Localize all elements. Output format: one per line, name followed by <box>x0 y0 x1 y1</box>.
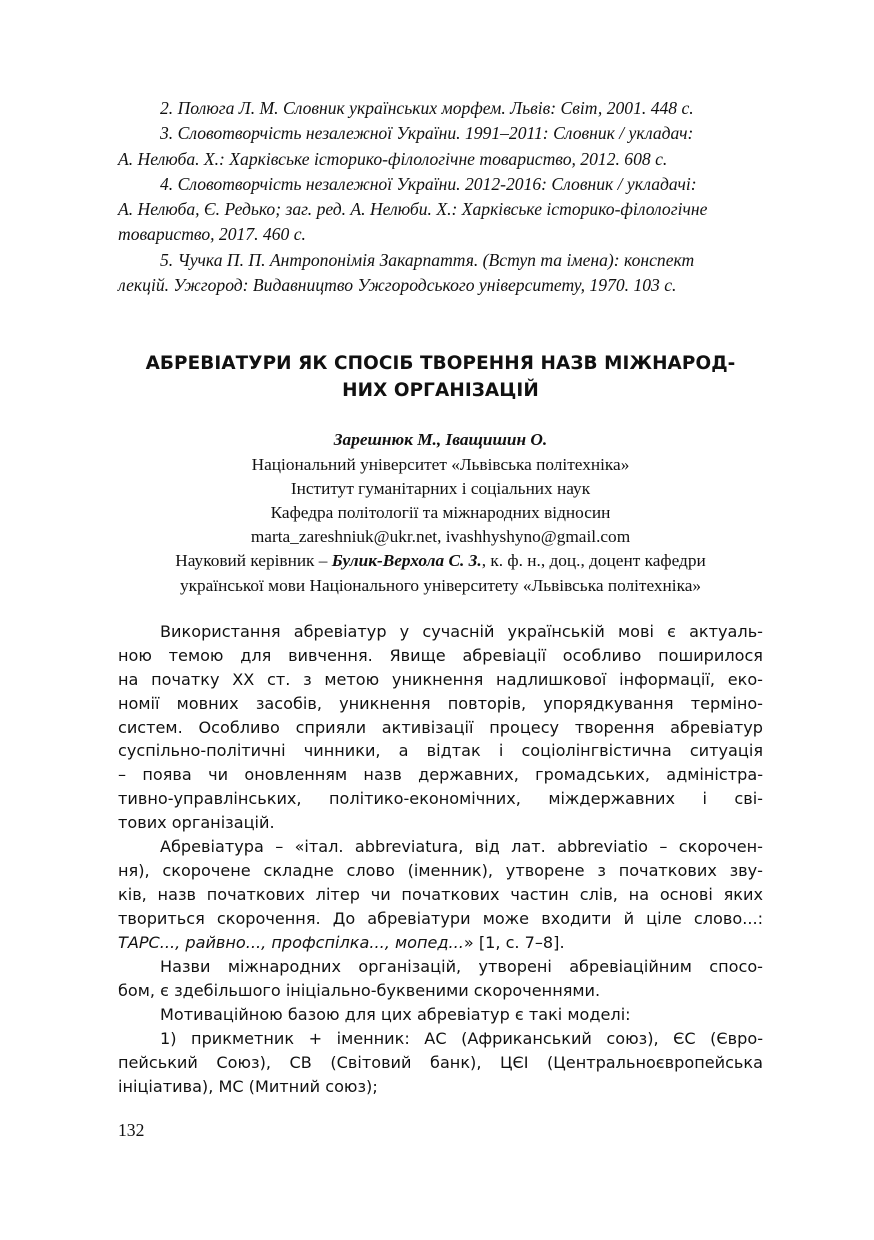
institute: Інститут гуманітарних і соціальних наук <box>290 478 591 498</box>
author-emails: marta_zareshniuk@ukr.net, ivashhyshyno@gmail.com <box>250 527 631 547</box>
reference-item: 5. Чучка П. П. Антропонімія Закарпаття. (Вступ та імена): конспект лекцій. Ужгород: Видавництво Ужгородського університету, 1970. 103 с. <box>118 249 695 296</box>
article-title-line: АБРЕВІАТУРИ ЯК СПОСІБ ТВОРЕННЯ НАЗВ МІЖНАРОД- <box>145 353 736 375</box>
author-affiliation <box>118 428 763 597</box>
authors: Зарешнюк М., Іващишин О. <box>333 430 548 450</box>
paragraph: 1) прикметник + іменник: АС (Африканський союз), ЄС (Євро- пейський Союз), СВ (Світовий банк), ЦЄІ (Центральноєвропейська ініціатива), МС (Митний союз); <box>118 1028 763 1096</box>
reference-item: 3. Словотворчість незалежної України. 1991–2011: Словник / укладач: А. Нелюба. Х.: Харківське історико-філологічне товариство, 2012. 608 с. <box>118 123 694 169</box>
department: Кафедра політології та міжнародних відносин <box>270 502 611 522</box>
reference-item: 4. Словотворчість незалежної України. 2012-2016: Словник / укладачі: А. Нелюба, Є. Редько; заг. ред. А. Нелюби. Х.: Харківське історико-філологічне товариство, 2017. 460 с. <box>118 173 708 245</box>
article-title-line: НИХ ОРГАНІЗАЦІЙ <box>342 380 539 402</box>
paragraph: Використання абревіатур у сучасній українській мові є актуаль- ною темою для вивчення. Явище абревіації особливо поширилося на початку ХХ ст. з метою уникнення надлишкової інформації, еко- номії мовних засобів, уникнення повторів, упорядкування терміно- систем. Особливо сприяли активізації процесу творення абревіатур суспільно-політичні чинники, а відтак і соціолінгвістична ситуація – поява чи оновленням назв державних, громадських, адміністра- тивно-управлінських, політико-економічних, міждержавних і сві- тових організацій. <box>118 621 763 833</box>
paragraph: Назви міжнародних організацій, утворені абревіаційним спосо- бом, є здебільшого ініціально-буквеними скороченнями. <box>118 956 763 1000</box>
reference-list <box>118 96 763 298</box>
supervisor-name: Булик-Верхола С. З. <box>331 551 482 571</box>
article-title <box>126 350 755 404</box>
page-number: 132 <box>118 1120 145 1140</box>
reference-item: 2. Полюга Л. М. Словник українських морфем. Львів: Світ, 2001. 448 с. <box>160 98 694 118</box>
supervisor-affiliation: української мови Національного університету «Львівська політехніка» <box>179 575 702 595</box>
paragraph: Мотиваційною базою для цих абревіатур є такі моделі: <box>160 1004 631 1024</box>
page-content <box>118 96 763 1099</box>
paragraph: Абревіатура – «італ. abbreviatura, від лат. abbreviatio – скорочен- ня), скорочене складне слово (іменник), утворене з початкових зву- ків, назв початкових літер чи початкових частин слів, на основі яких твориться скорочення. До абревіатури може входити й ціле слово...: ТАРС..., райвно..., профспілка..., мопед...» [1, с. 7–8]. <box>118 837 763 952</box>
university: Національний університет «Львівська політехніка» <box>251 454 630 474</box>
supervisor: Науковий керівник – Булик-Верхола С. З., к. ф. н., доц., доцент кафедри <box>175 551 706 571</box>
article-body <box>118 620 763 1099</box>
